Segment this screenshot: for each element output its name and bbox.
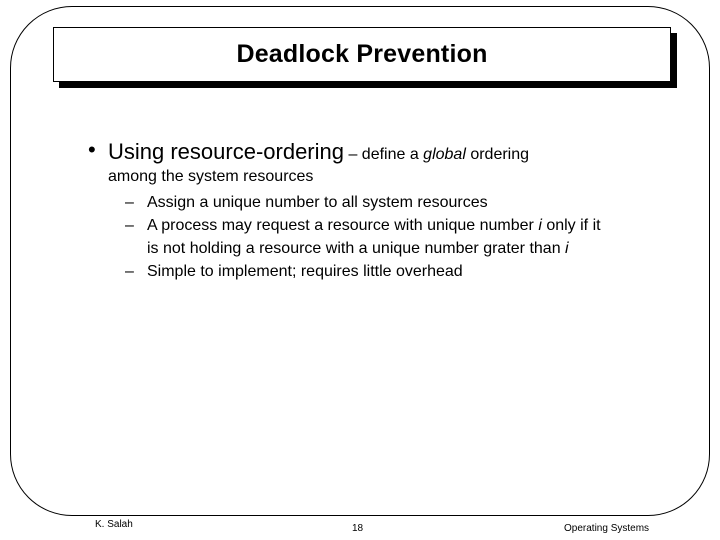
bullet-continuation: among the system resources — [108, 168, 314, 185]
sub-list — [88, 191, 648, 283]
title-box — [53, 27, 671, 82]
sub-item — [88, 260, 607, 283]
sub-item-text-middle: only if it is not holding a resource with a unique number grater than — [147, 217, 601, 257]
bullet-emphasis: global — [423, 146, 466, 163]
sub-item-text: A process may request a resource with unique number — [147, 217, 539, 234]
dash-icon: – — [125, 263, 134, 280]
footer-page-number: 18 — [352, 523, 364, 534]
sub-item-emphasis: i — [538, 217, 542, 234]
dash-icon: – — [125, 194, 134, 211]
dash-icon: – — [125, 217, 134, 234]
sub-item-emphasis: i — [565, 240, 569, 257]
main-bullet — [88, 137, 648, 167]
sub-item — [88, 191, 607, 214]
sub-item — [88, 214, 607, 260]
slide-title: Deadlock Prevention — [236, 40, 488, 68]
sub-item-text: Simple to implement; requires little overhead — [147, 263, 463, 280]
sub-item-text: Assign a unique number to all system resources — [147, 194, 488, 211]
bullet-rest: ordering — [465, 146, 530, 163]
bullet-icon: • — [88, 137, 96, 162]
bullet-separator: – define a — [344, 146, 424, 163]
slide-content — [88, 137, 648, 283]
footer-course: Operating Systems — [564, 523, 650, 534]
footer-author: K. Salah — [95, 519, 133, 530]
bullet-lead: Using resource-ordering — [108, 139, 344, 164]
